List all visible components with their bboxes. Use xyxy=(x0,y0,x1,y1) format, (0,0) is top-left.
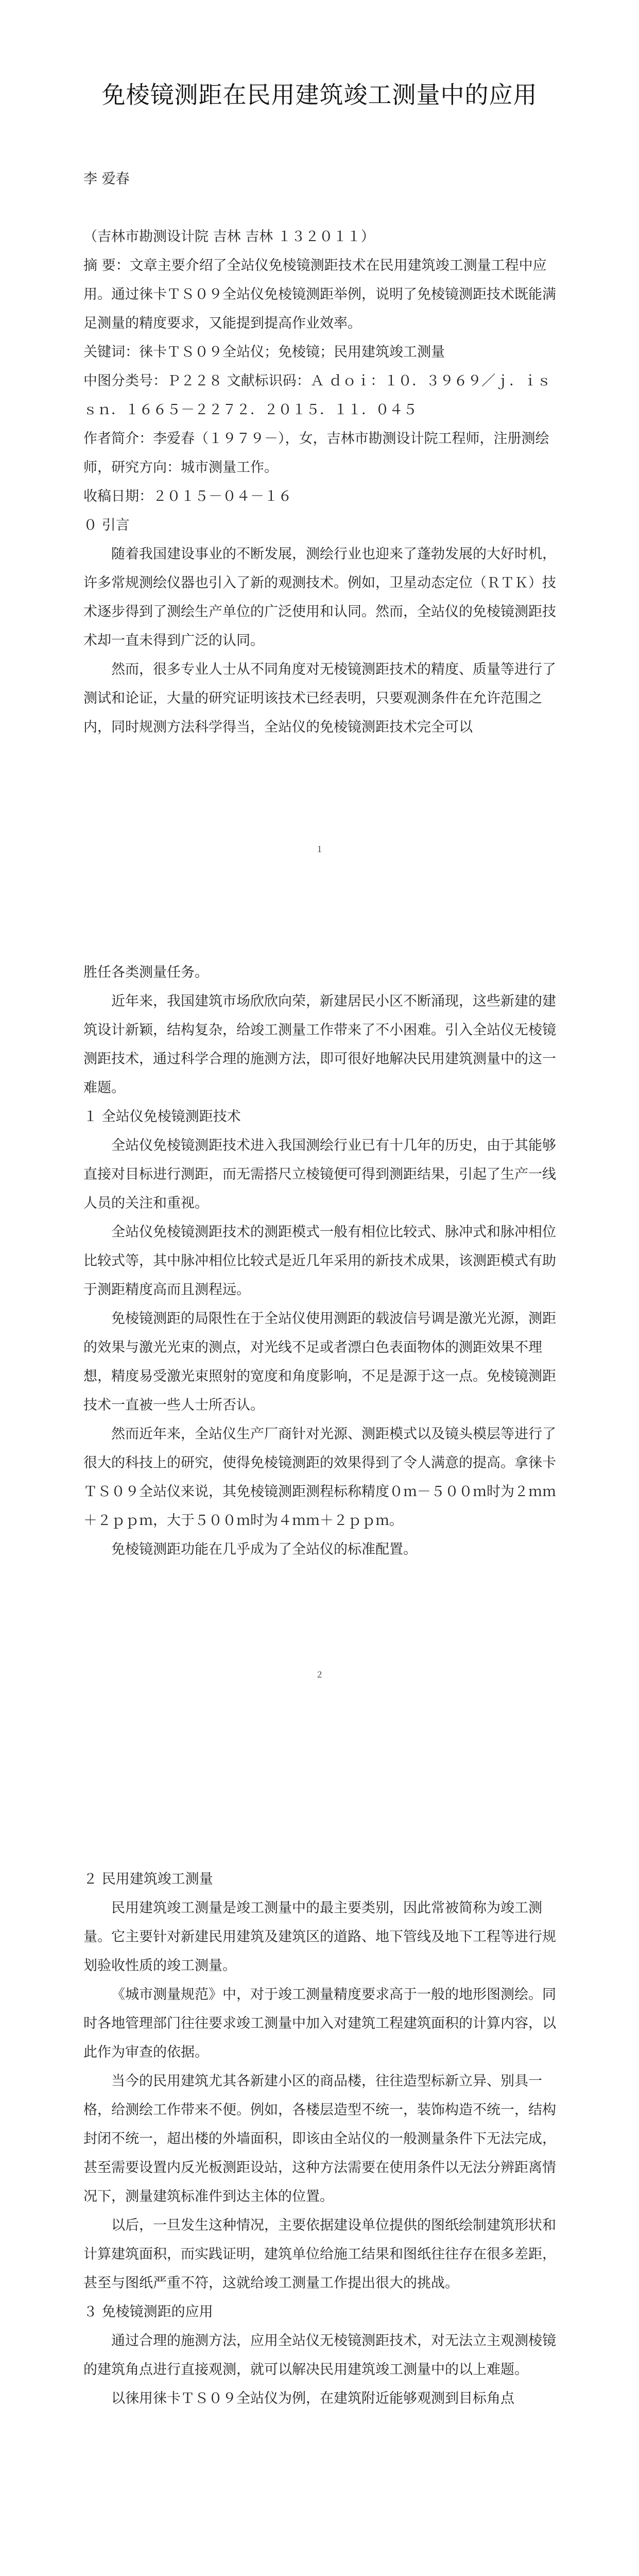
paragraph: 免棱镜测距功能在几乎成为了全站仪的标准配置。 xyxy=(111,1541,417,1557)
paragraph: 胜任各类测量任务。 xyxy=(83,964,209,980)
page-number: １ xyxy=(315,844,324,854)
author: 李 爱春 xyxy=(83,171,130,187)
paragraph: 通过合理的施测方法，应用全站仪无棱镜测距技术，对无法立主观测棱镜的建筑角点进行直接观测，就可以解决民用建筑竣工测量中的以上难题。 xyxy=(83,2333,556,2378)
author-bio: 作者简介：李爱春（１９７９－），女，吉林市勘测设计院工程师，注册测绘师，研究方向：城市测量工作。 xyxy=(83,431,549,476)
front-matter xyxy=(83,165,562,742)
paragraph: 民用建筑竣工测量是竣工测量中的最主要类别，因此常被简称为竣工测量。它主要针对新建民用建筑及建筑区的道路、地下管线及地下工程等进行规划验收性质的竣工测量。 xyxy=(83,1900,556,1974)
paragraph: 全站仪免棱镜测距技术进入我国测绘行业已有十几年的历史，由于其能够直接对目标进行测距，而无需搭尺立棱镜便可得到测距结果，引起了生产一线人员的关注和重视。 xyxy=(83,1138,556,1211)
section-heading: ０ 引言 xyxy=(83,517,130,533)
paragraph: 《城市测量规范》中，对于竣工测量精度要求高于一般的地形图测绘。同时各地管理部门往往要求竣工测量中加入对建筑工程建筑面积的计算内容，以此作为审查的依据。 xyxy=(83,1987,556,2060)
paragraph: 随着我国建设事业的不断发展，测绘行业也迎来了蓬勃发展的大好时机，许多常规测绘仪器也引入了新的观测技术。例如，卫星动态定位（ＲＴＫ）技术逐步得到了测绘生产单位的广泛使用和认同。然而，全站仪的免棱镜测距技术却一直未得到广泛的认同。 xyxy=(83,546,556,649)
paragraph: 免棱镜测距的局限性在于全站仪使用测距的载波信号调是激光光源，测距的效果与激光光束的测点，对光线不足或者漂白色表面物体的测距效果不理想，精度易受激光束照射的宽度和角度影响，不足是源于这一点。免棱镜测距技术一直被一些人士所否认。 xyxy=(83,1311,556,1413)
section-heading: １ 全站仪免棱镜测距技术 xyxy=(83,1109,241,1125)
paragraph: 然而，很多专业人士从不同角度对无棱镜测距技术的精度、质量等进行了测试和论证，大量的研究证明该技术已经表明，只要观测条件在允许范围之内，同时规测方法科学得当，全站仪的免棱镜测距技术完全可以 xyxy=(83,662,556,735)
page-2-body xyxy=(83,958,562,1564)
received-date: 收稿日期：２０１５－０４－１６ xyxy=(83,488,292,504)
paragraph: 当今的民用建筑尤其各新建小区的商品楼，往往造型标新立异、别具一格，给测绘工作带来不便。例如，各楼层造型不统一，装饰构造不统一，结构封闭不统一，超出楼的外墙面积，即该由全站仪的一般测量条件下无法完成，甚至需要设置内反光板测距设站，这种方法需要在使用条件以无法分辨距离情况下，测量建筑标准件到达主体的位置。 xyxy=(83,2073,556,2205)
classification: 中图分类号：Ｐ２２８ 文献标识码：Ａ ｄｏｉ：１０．３９６９／ｊ．ｉｓｓｎ．１６６５－２２７２．２０１５．１１．０４５ xyxy=(83,373,551,418)
paragraph: 然而近年来，全站仪生产厂商针对光源、测距模式以及镜头模层等进行了很大的科技上的研究，使得免棱镜测距的效果得到了令人满意的提高。拿徕卡ＴＳ０９全站仪来说，其免棱镜测距测程标称精度０ｍ－５００ｍ时为２ｍｍ＋２ｐｐｍ，大于５００ｍ时为４ｍｍ＋２ｐｐｍ。 xyxy=(83,1426,556,1529)
affiliation: （吉林市勘测设计院 吉林 吉林 １３２０１１） xyxy=(83,229,375,245)
paragraph: 以后，一旦发生这种情况，主要依据建设单位提供的图纸绘制建筑形状和计算建筑面积，而实践证明，建筑单位给施工结果和图纸往往存在很多差距，甚至与图纸严重不符，这就给竣工测量工作提出很大的挑战。 xyxy=(83,2217,556,2291)
paragraph: 全站仪免棱镜测距技术的测距模式一般有相位比较式、脉冲式和脉冲相位比较式等，其中脉冲相位比较式是近几年采用的新技术成果，该测距模式有助于测距精度高而且测程远。 xyxy=(83,1224,556,1298)
paragraph: 以徕用徕卡ＴＳ０９全站仪为例，在建筑附近能够观测到目标角点 xyxy=(111,2391,514,2406)
paragraph: 近年来，我国建筑市场欣欣向荣，新建居民小区不断涌现，这些新建的建筑设计新颖，结构复杂，给竣工测量工作带来了不小困难。引入全站仪无棱镜测距技术，通过科学合理的施测方法，即可很好地解决民用建筑测量中的这一难题。 xyxy=(83,993,556,1096)
section-heading: ３ 免棱镜测距的应用 xyxy=(83,2304,213,2320)
page-3-body xyxy=(83,1865,562,2413)
page-number: ２ xyxy=(315,1670,324,1680)
article-title: 免棱镜测距在民用建筑竣工测量中的应用 xyxy=(101,81,538,109)
section-heading: ２ 民用建筑竣工测量 xyxy=(83,1871,213,1887)
keywords: 关键词：徕卡ＴＳ０９全站仪；免棱镜；民用建筑竣工测量 xyxy=(83,344,445,360)
abstract: 摘 要：文章主要介绍了全站仪免棱镜测距技术在民用建筑竣工测量工程中应用。通过徕卡ＴＳ０９全站仪免棱镜测距举例，说明了免棱镜测距技术既能满足测量的精度要求，又能提到提高作业效率。 xyxy=(83,258,556,331)
